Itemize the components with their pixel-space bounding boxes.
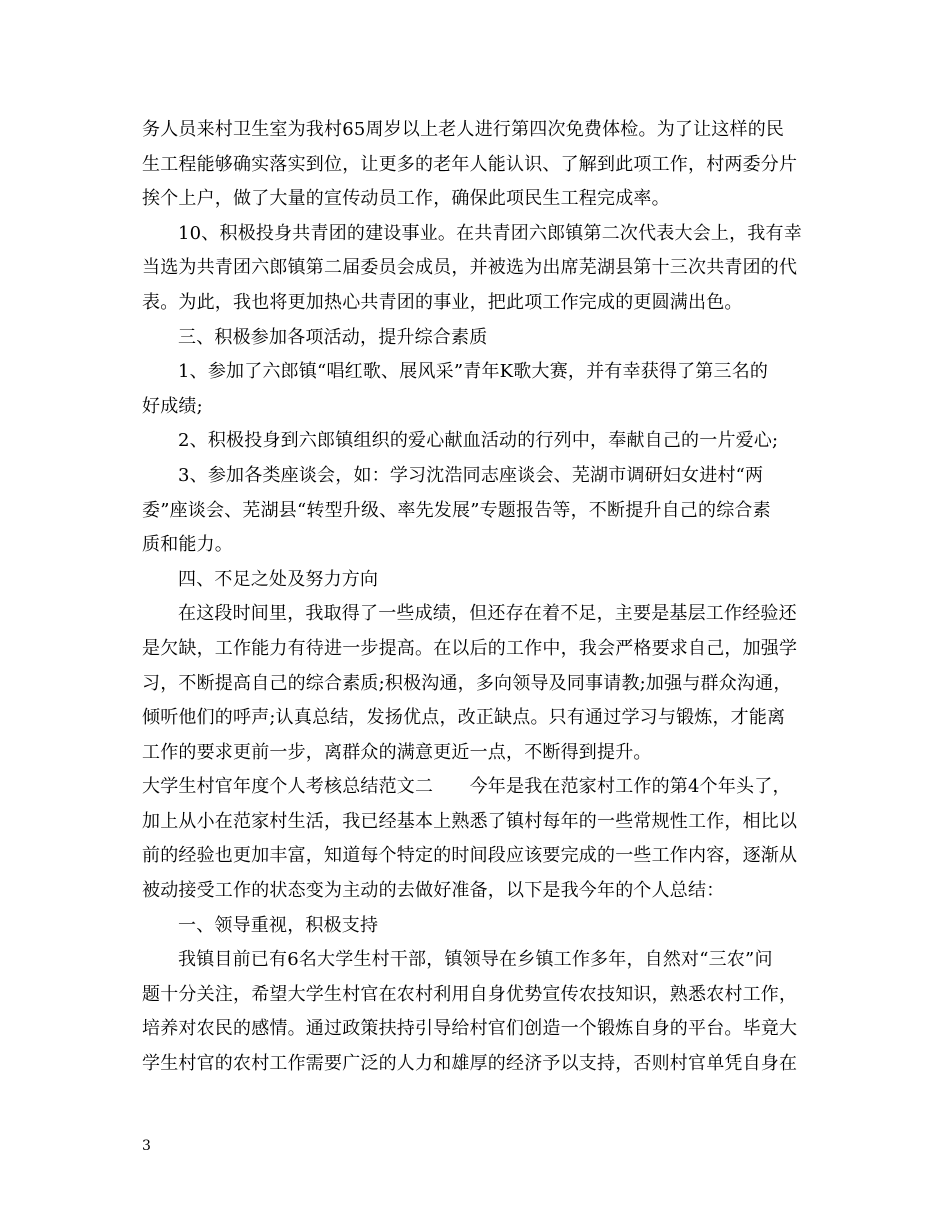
text-line: 被动接受工作的状态变为主动的去做好准备，以下是我今年的个人总结： — [142, 880, 725, 902]
text-line: 2、积极投身到六郎镇组织的爱心献血活动的行列中，奉献自己的一片爱心; — [178, 430, 779, 452]
text-line: 务人员来村卫生室为我村65周岁以上老人进行第四次免费体检。为了让这样的民 — [142, 119, 785, 140]
text-line: 题十分关注，希望大学生村官在农村利用自身优势宣传农技知识，熟悉农村工作， — [142, 983, 798, 1005]
text-line: 加上从小在范家村生活，我已经基本上熟悉了镇村每年的一些常规性工作，相比以 — [142, 810, 798, 832]
text-line: 质和能力。 — [142, 534, 233, 556]
text-line: 在这段时间里，我取得了一些成绩，但还存在着不足，主要是基层工作经验还 — [178, 603, 797, 625]
text-line: 培养对农民的感情。通过政策扶持引导给村官们创造一个锻炼自身的平台。毕竟大 — [142, 1018, 798, 1040]
text-line: 生工程能够确实落实到位，让更多的老年人能认识、了解到此项工作，村两委分片 — [142, 153, 798, 175]
text-line: 工作的要求更前一步，离群众的满意更近一点，不断得到提升。 — [142, 741, 652, 763]
text-line: 1、参加了六郎镇“唱红歌、展风采”青年K歌大赛，并有幸获得了第三名的 — [178, 361, 769, 383]
page-number: 3 — [142, 1138, 151, 1154]
text-line: 我镇目前已有6名大学生村干部，镇领导在乡镇工作多年，自然对“三农”问 — [178, 949, 773, 971]
text-line: 是欠缺，工作能力有待进一步提高。在以后的工作中，我会严格要求自己，加强学 — [142, 637, 798, 659]
text-line: 三、积极参加各项活动，提升综合素质 — [178, 326, 488, 348]
text-line: 习，不断提高自己的综合素质;积极沟通，多向领导及同事请教;加强与群众沟通， — [142, 672, 792, 694]
document-body — [142, 113, 810, 1082]
text-line: 倾听他们的呼声;认真总结，发扬优点，改正缺点。只有通过学习与锻炼，才能离 — [142, 707, 786, 729]
text-line: 10、积极投身共青团的建设事业。在共青团六郎镇第二次代表大会上，我有幸 — [178, 222, 802, 244]
text-line: 学生村官的农村工作需要广泛的人力和雄厚的经济予以支持，否则村官单凭自身在 — [142, 1053, 798, 1075]
text-line: 表。为此，我也将更加热心共青团的事业，把此项工作完成的更圆满出色。 — [142, 291, 743, 313]
text-line: 前的经验也更加丰富，知道每个特定的时间段应该要完成的一些工作内容，逐渐从 — [142, 845, 798, 867]
text-line: 一、领导重视，积极支持 — [178, 914, 379, 936]
text-line: 四、不足之处及努力方向 — [178, 568, 379, 590]
text-line: 委”座谈会、芜湖县“转型升级、率先发展”专题报告等，不断提升自己的综合素 — [142, 499, 771, 521]
text-line: 好成绩; — [142, 395, 203, 417]
text-line: 3、参加各类座谈会，如：学习沈浩同志座谈会、芜湖市调研妇女进村“两 — [178, 464, 764, 486]
text-line: 当选为共青团六郎镇第二届委员会成员，并被选为出席芜湖县第十三次共青团的代 — [142, 257, 798, 279]
text-line: 挨个上户，做了大量的宣传动员工作，确保此项民生工程完成率。 — [142, 188, 670, 210]
text-line: 大学生村官年度个人考核总结范文二 今年是我在范家村工作的第4个年头了， — [142, 776, 791, 798]
